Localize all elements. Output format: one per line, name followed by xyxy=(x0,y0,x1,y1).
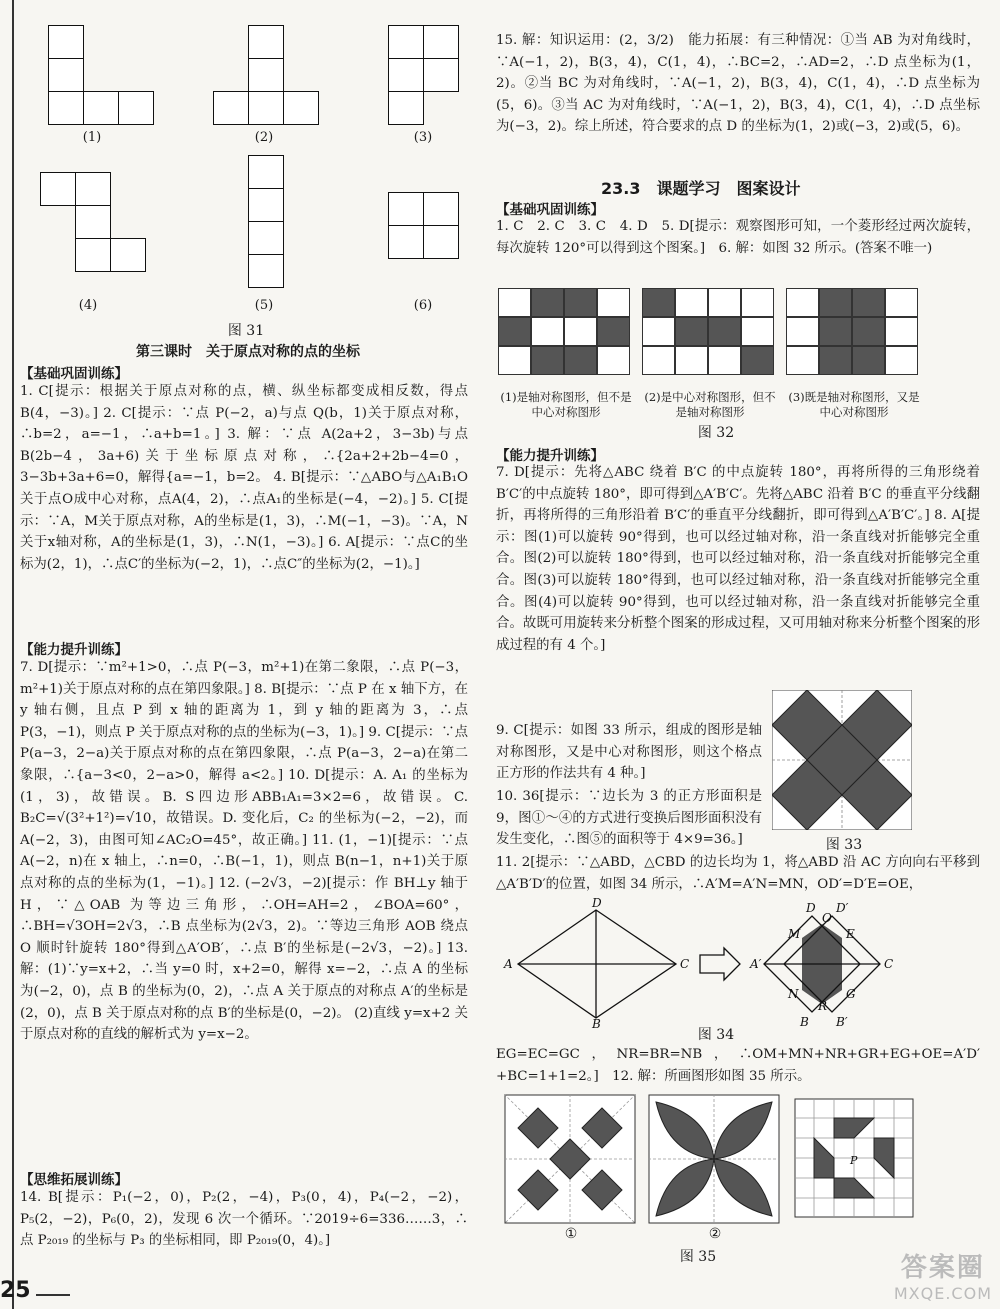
pattern-grid xyxy=(786,288,919,376)
exercise-text: 7. D[提示：∵m²+1>0，∴点 P(−3，m²+1)在第二象限，∴点 P(−3，m²+1)关于原点对称的点在第四象限。] 8. B[提示：∵点 P 在 x 轴下方，在 y 轴右侧，且点 P 到 x 轴的距离为 1，到 y 轴的距离为 3，∴点 P(3，−1)，则点 P 关于原点对称的点的坐标为(−3，1)。] 9. C[提示：∵点 P(a−3，2−a)关于原点对称的点在第四象限，∴点 P(a−3，2−a)在第二象限，∴{a−3<0，2−a>0，解得 a<2。] 10. D[提示：A. A₁ 的坐标为(1，3)，故错误。B. S四边形ABB₁A₁=3×2=6，故错误。C. B₂C=√(3²+1²)=√10，故错误。D. 变化后，C₂ 的坐标为(−2，−2)，而 A(−2，3)，由图可知∠AC₂O=45°，故正确。] 11. (1，−1)[提示：∵点 A(−2，n)在 x 轴上，∴n=0，∴B(−1，1)，则点 B(n−1，n+1)关于原点对称的点的坐标为(1，−1)。] 12. (−2√3，−2)[提示：作 BH⊥y 轴于 H，∵△OAB 为等边三角形，∴OH=AH=2，∠BOA=60°，∴BH=√3OH=2√3，∴B 点坐标为(2√3，2)。∵等边三角形 AOB 绕点 O 顺时针旋转 180°得到△A′OB′，∴点 B′的坐标是(−2√3，−2)。] 13. 解：(1)∵y=x+2，∴当 y=0 时，x+2=0，解得 x=−2，∴点 A 的坐标为(−2，0)，点 B 的坐标为(0，2)，∴点 A 关于原点的对称点 A′的坐标是(2，0)，点 B 关于原点对称的点 B′的坐标是(0，−2)。 (2)直线 y=x+2 关于原点对称的直线的解析式为 y=x−2。 xyxy=(20,660,468,1043)
figure-caption: (6) xyxy=(413,298,433,313)
grid-cell xyxy=(498,346,531,375)
section-heading: 【基础巩固训练】 xyxy=(20,366,128,382)
section-heading: 【能力提升训练】 xyxy=(20,642,128,658)
grid-cell xyxy=(819,346,852,375)
page-number-rule xyxy=(36,1294,70,1296)
grid-cell xyxy=(564,317,597,346)
figure-35-pattern-3 xyxy=(794,1098,914,1218)
spine-line xyxy=(12,0,14,1309)
figure-caption: (5) xyxy=(254,298,274,313)
grid-cell xyxy=(498,288,531,317)
grid-cell xyxy=(852,288,885,317)
grid-cell xyxy=(741,288,774,317)
net-square xyxy=(388,192,424,226)
net-square xyxy=(40,172,76,206)
exercise-text: 10. 36[提示：∵边长为 3 的正方形面积是 9，图①～④的方式进行变换后图形面积没有发生变化，∴图⑤的面积等于 4×9=36。] xyxy=(496,789,762,848)
grid-cell xyxy=(708,346,741,375)
exercise-text: 14. B[提示：P₁(−2，0)，P₂(2，−4)，P₃(0，4)，P₄(−2，−2)，P₅(2，−2)，P₆(0，2)，发现 6 次一个循环。∵2019÷6=336……3，∴点 P₂₀₁₉ 的坐标与 P₃ 的坐标相同，即 P₂₀₁₉(0，4)。] xyxy=(20,1190,468,1249)
watermark xyxy=(894,1247,992,1303)
grid-cell xyxy=(642,288,675,317)
grid-cell xyxy=(852,317,885,346)
grid-cell xyxy=(786,346,819,375)
grid-cell xyxy=(531,317,564,346)
grid-cell xyxy=(531,346,564,375)
figure-label: 图 34 xyxy=(697,1027,735,1043)
net-square xyxy=(388,25,424,59)
point-label: M xyxy=(788,927,801,941)
figure-caption: (3) xyxy=(413,130,433,145)
grid-cell xyxy=(885,288,918,317)
pattern-grid xyxy=(498,288,631,376)
net-square xyxy=(248,91,284,125)
figure-34 xyxy=(496,898,980,1028)
net-square xyxy=(48,25,84,59)
figure-caption: (3)既是轴对称图形，又是中心对称图形 xyxy=(788,390,920,419)
grid-cell xyxy=(741,317,774,346)
point-label: B xyxy=(592,1017,601,1028)
figure-33 xyxy=(772,690,912,830)
figure-caption: (1) xyxy=(82,130,102,145)
watermark-url: MXQE.COM xyxy=(893,1284,992,1303)
figure-caption: (4) xyxy=(78,298,98,313)
grid-cell xyxy=(597,346,630,375)
net-square xyxy=(248,155,284,189)
exercise-text: 11. 2[提示：∵△ABD，△CBD 的边长均为 1，将△ABD 沿 AC 方向向右平移到△A′B′D′的位置，如图 34 所示，∴A′M=A′N=MN，OD′=D′E=OE， xyxy=(496,855,980,892)
figure-35-pattern-1 xyxy=(504,1094,636,1224)
grid-cell xyxy=(708,288,741,317)
point-label: A xyxy=(504,957,513,971)
grid-cell xyxy=(597,288,630,317)
grid-cell xyxy=(597,317,630,346)
figure-caption: (2) xyxy=(254,130,274,145)
pattern-grid xyxy=(642,288,775,376)
section-heading: 【思维拓展训练】 xyxy=(20,1172,128,1188)
net-square xyxy=(388,58,424,92)
point-label: E xyxy=(846,927,855,941)
exercise-text: 9. C[提示：如图 33 所示，组成的图形是轴对称图形，又是中心对称图形，则这个格点正方形的作法共有 4 种。] xyxy=(496,723,762,782)
grid-cell xyxy=(852,346,885,375)
figure-35-pattern-2 xyxy=(648,1094,780,1224)
grid-cell xyxy=(564,346,597,375)
net-square xyxy=(75,205,111,239)
point-label: D′ xyxy=(836,901,849,915)
net-square xyxy=(388,91,424,125)
figure-caption: ② xyxy=(708,1226,722,1242)
point-label: D xyxy=(592,898,602,910)
grid-cell xyxy=(564,288,597,317)
exercise-text: 1. C 2. C 3. C 4. D 5. D[提示：观察图形可知，一个菱形经过两次旋转，每次旋转 120°可以得到这个图案。] 6. 解：如图 32 所示。(答案不唯一) xyxy=(496,219,980,256)
point-label: P xyxy=(850,1154,858,1167)
net-square xyxy=(248,254,284,288)
grid-cell xyxy=(642,317,675,346)
figure-label: 图 31 xyxy=(227,323,265,339)
point-label: C xyxy=(680,957,690,971)
net-square xyxy=(48,58,84,92)
grid-cell xyxy=(786,317,819,346)
grid-cell xyxy=(885,317,918,346)
page-number: 25 xyxy=(0,1278,31,1303)
figure-label: 图 33 xyxy=(825,837,863,853)
figure-label: 图 32 xyxy=(697,425,735,441)
figure-caption: (2)是中心对称图形，但不是轴对称图形 xyxy=(644,390,776,419)
grid-cell xyxy=(675,288,708,317)
grid-cell xyxy=(708,317,741,346)
net-square xyxy=(248,188,284,222)
exercise-text: 7. D[提示：先将△ABC 绕着 B′C 的中点旋转 180°，再将所得的三角形绕着 B′C′的中点旋转 180°，即可得到△A′B′C′。先将△ABC 沿着 B′C 的垂直平分线翻折，再将所得的三角形沿着 B′C′的垂直平分线翻折，即可得到△A′B′C′。] 8. A[提示：图(1)可以旋转 90°得到，也可以经过轴对称，沿一条直线对折能够完全重合。图(2)可以旋转 180°得到，也可以经过轴对称，沿一条直线对折能够完全重合。图(3)可以旋转 180°得到，也可以经过轴对称，沿一条直线对折能够完全重合。图(4)可以旋转 90°得到，也可以经过轴对称，沿一条直线对折能够完全重合。故既可用旋转来分析整个图案的形成过程，又可用轴对称来分析整个图案的形成过程的有 4 个。] xyxy=(496,465,980,653)
net-square xyxy=(75,172,111,206)
point-label: A′ xyxy=(750,957,762,971)
lesson-title: 第三课时 关于原点对称的点的坐标 xyxy=(136,344,360,360)
net-square xyxy=(423,225,459,259)
grid-cell xyxy=(531,288,564,317)
watermark-title: 答案圈 xyxy=(900,1253,985,1283)
point-label: O xyxy=(822,911,832,925)
grid-cell xyxy=(642,346,675,375)
net-square xyxy=(423,58,459,92)
net-square xyxy=(110,238,146,272)
exercise-text: 15. 解：知识运用：(2，3/2) 能力拓展：有三种情况：①当 AB 为对角线时，∵A(−1，2)，B(3，4)，C(1，4)，∴BC=2，∴AD=2，∴D 点坐标为(1，2)。②当 BC 为对角线时，∵A(−1，2)，B(3，4)，C(1，4)，∴D 点坐标为(5，6)。③当 AC 为对角线时，∵A(−1，2)，B(3，4)，C(1，4)，∴D 点坐标为(−3，2)。综上所述，符合要求的点 D 的坐标为(1，2)或(−3，2)或(5，6)。 xyxy=(496,33,980,135)
point-label: R xyxy=(818,999,828,1013)
grid-cell xyxy=(675,317,708,346)
net-square xyxy=(75,238,111,272)
grid-cell xyxy=(786,288,819,317)
grid-cell xyxy=(675,346,708,375)
point-label: D xyxy=(806,901,816,915)
figure-caption: ① xyxy=(564,1226,578,1242)
exercise-text: 1. C[提示：根据关于原点对称的点，横、纵坐标都变成相反数，得点 B(4，−3)。] 2. C[提示：∵点 P(−2，a)与点 Q(b，1)关于原点对称，∴b=2，a=−1，∴a+b=1。] 3. 解：∵点 A(2a+2，3−3b)与点 B(2b−4，3a+6)关于坐标原点对称，∴{2a+2+2b−4=0，3−3b+3a+6=0，解得{a=−1，b=2。 4. B[提示：∵△ABO与△A₁B₁O关于点O成中心对称，点A(4，2)，∴点A₁的坐标是(−4，−2)。] 5. C[提示：∵A，M关于原点对称，A的坐标是(1，3)，∴M(−1，−3)。∵A，N关于x轴对称，A的坐标是(1，3)，∴N(1，−3)。] 6. A[提示：∵点C的坐标为(2，1)，∴点C′的坐标为(−2，1)，∴点C″的坐标为(2，−1)。] xyxy=(20,384,468,572)
grid-cell xyxy=(819,317,852,346)
exercise-text: EG=EC=GC，NR=BR=NB，∴OM+MN+NR+GR+EG+OE=A′D′+BC=1+1=2。] 12. 解：所画图形如图 35 所示。 xyxy=(496,1047,980,1084)
net-square xyxy=(423,192,459,226)
figure-label: 图 35 xyxy=(679,1249,717,1265)
section-title: 23.3 课题学习 图案设计 xyxy=(601,179,801,198)
grid-cell xyxy=(741,346,774,375)
point-label: G xyxy=(846,987,856,1001)
point-label: C xyxy=(884,957,894,971)
net-square xyxy=(118,91,154,125)
point-label: B′ xyxy=(836,1015,848,1028)
grid-cell xyxy=(498,317,531,346)
net-square xyxy=(388,225,424,259)
net-square xyxy=(248,25,284,59)
section-heading: 【基础巩固训练】 xyxy=(496,202,604,218)
net-square xyxy=(83,91,119,125)
net-square xyxy=(48,91,84,125)
net-square xyxy=(213,91,249,125)
net-square xyxy=(283,91,319,125)
net-square xyxy=(423,25,459,59)
point-label: N xyxy=(788,987,799,1001)
figure-caption: (1)是轴对称图形，但不是中心对称图形 xyxy=(500,390,632,419)
net-square xyxy=(248,58,284,92)
section-heading: 【能力提升训练】 xyxy=(496,448,604,464)
net-square xyxy=(248,221,284,255)
grid-cell xyxy=(885,346,918,375)
grid-cell xyxy=(819,288,852,317)
point-label: B xyxy=(800,1015,809,1028)
